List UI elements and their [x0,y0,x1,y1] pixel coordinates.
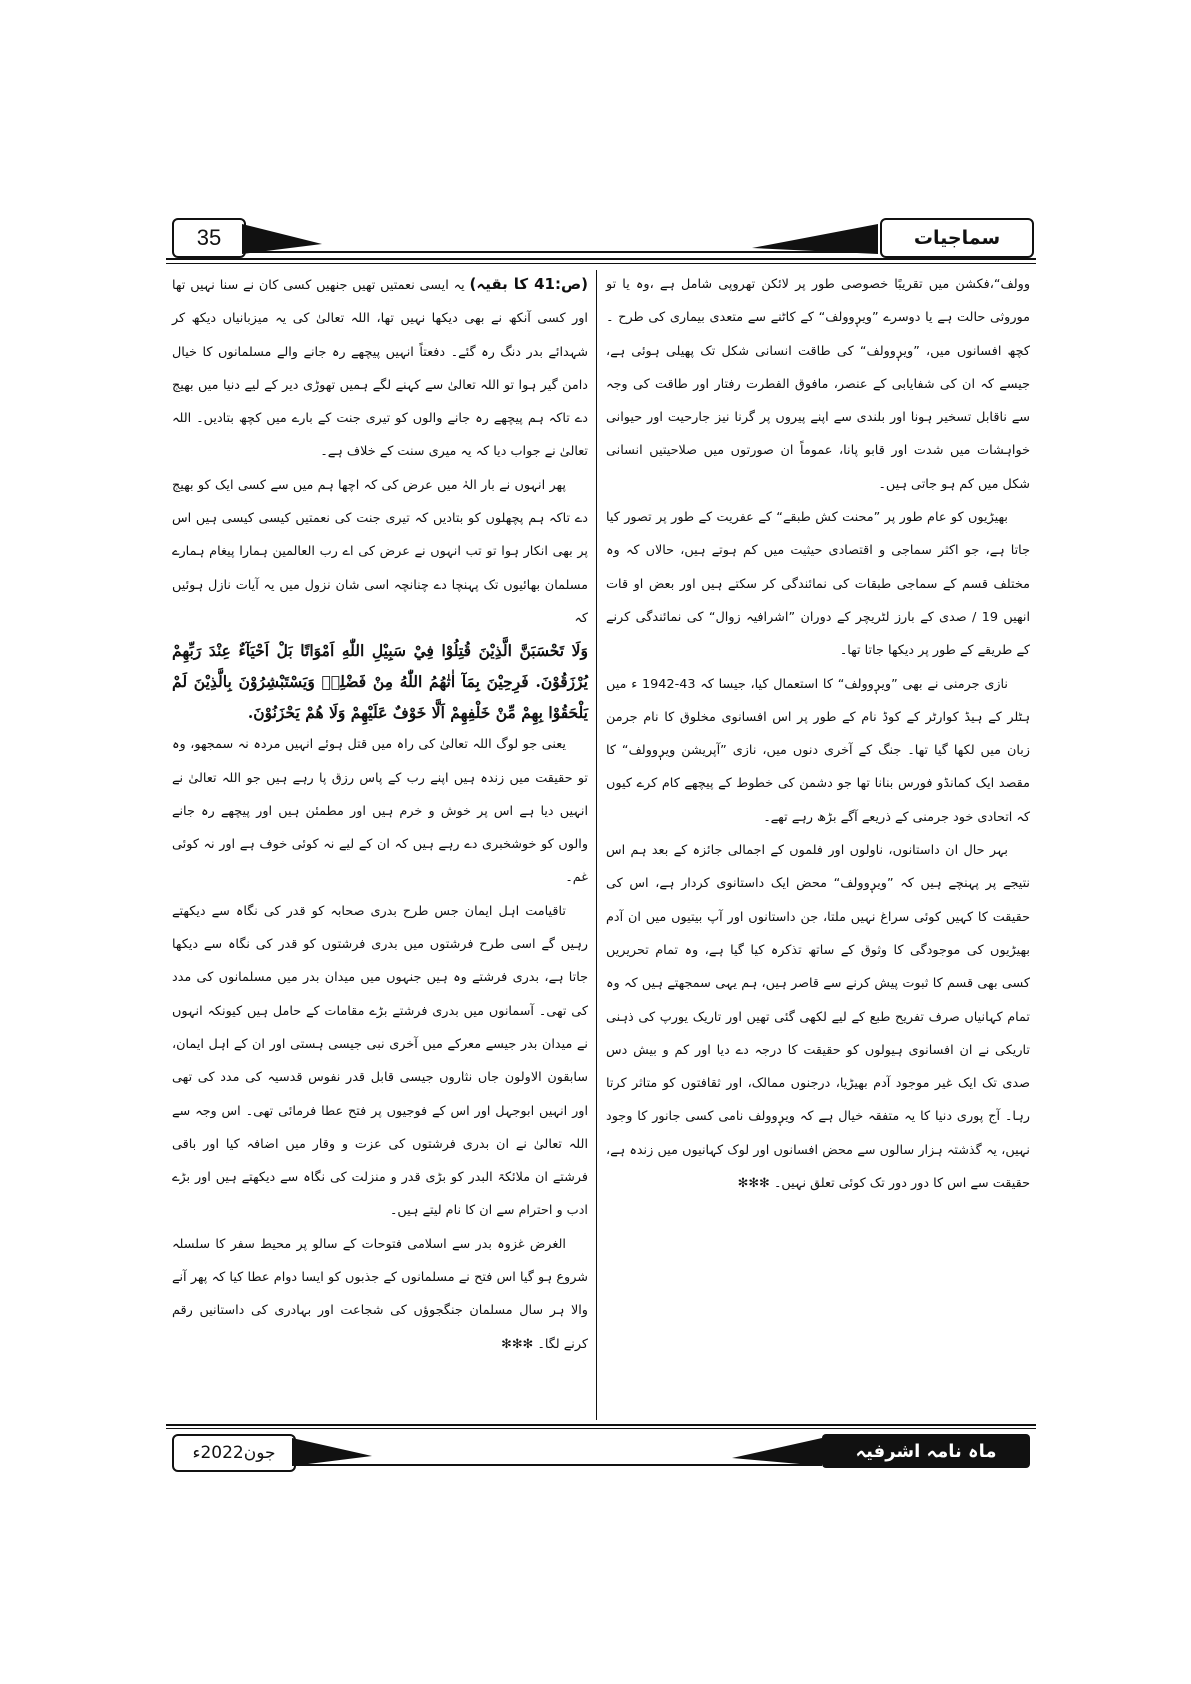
footer-right-wedge [732,1438,822,1466]
section-title: سماجیات [880,218,1034,258]
left-paragraph-1 [172,268,588,469]
footer-left-wedge [292,1438,372,1466]
magazine-name: ماہ نامہ اشرفیہ [822,1434,1030,1468]
column-divider [596,270,597,1420]
quran-verse: وَلَا تَحْسَبَنَّ الَّذِيْنَ قُتِلُوْا فِيْ سَبِيْلِ اللّٰهِ اَمْوَاتًا بَلْ اَحْيَآءٌ عِنْدَ رَبِّهِمْ يُرْزَقُوْنَ. فَرِحِيْنَ بِمَآ اٰتٰهُمُ اللّٰهُ مِنْ فَضْلِهٖ وَيَسْتَبْشِرُوْنَ بِالَّذِيْنَ لَمْ يَلْحَقُوْا بِهِمْ مِّنْ خَلْفِهِمْ اَلَّا خَوْفٌ عَلَيْهِمْ وَلَا هُمْ يَحْزَنُوْنَ. [172,641,588,723]
right-paragraph-4-text: بہر حال ان داستانوں، ناولوں اور فلموں کے اجمالی جائزہ کے بعد ہم اس نتیجے پر پہنچے ہیں کہ ”ویرٖوولف“ محض ایک داستانوی کردار ہے، اس کی حقیقت کا کہیں کوئی سراغ نہیں ملتا، جن داستانوں اور آپ بیتیوں میں ان آدم بھیڑیوں کی موجودگی کا وثوق کے ساتھ تذکرہ کیا گیا ہے، وہ تمام تحریریں کسی بھی قسم کا ثبوت پیش کرنے سے قاصر ہیں، ہم یہی سمجھتے ہیں کہ وہ تمام کہانیاں صرف تفریح طبع کے لیے لکھی گئی تھیں اور تاریک یورپ کی ذہنی تاریکی نے ان افسانوی ہیولوں کو حقیقت کا درجہ دے دیا اور کم و بیش دس صدی تک ایک غیر موجود آدم بھیڑیا، درجنوں ممالک، اور ثقافتوں کو متاثر کرتا رہا۔ آج پوری دنیا کا یہ متفقہ خیال ہے کہ ویرٖوولف نامی کسی جانور کا وجود نہیں، یہ گذشتہ ہزار سالوں سے محض افسانوں اور لوک کہانیوں میں زندہ ہے، حقیقت سے اس کا دور دور تک کوئی تعلق نہیں۔ [606,843,1030,1192]
footer-decoration [292,1436,822,1468]
continuation-ref: (ص:41 کا بقیہ) [469,275,589,293]
header-left-wedge [242,224,322,254]
left-paragraph-4: تاقیامت اہل ایمان جس طرح بدری صحابہ کو قدر کی نگاہ سے دیکھتے رہیں گے اسی طرح فرشتوں میں بدری فرشتوں کو قدر کی نگاہ سے دیکھا جاتا ہے، بدری فرشتے وہ ہیں جنہوں میں میدان بدر میں مسلمانوں کی مدد کی تھی۔ آسمانوں میں بدری فرشتے بڑے مقامات کے حامل ہیں کیونکہ انہوں نے میدان بدر جیسے معرکے میں آخری نبی جیسی ہستی اور ان کے اہل ایمان، سابقون الاولون جاں نثاروں جیسی قابل قدر نفوس قدسیہ کی مدد کی تھی اور انہیں ابوجہل اور اس کے فوجیوں پر فتح عطا فرمائی تھی۔ اس وجہ سے اللہ تعالیٰ نے ان بدری فرشتوں کی عزت و وقار میں اضافہ کیا اور باقی فرشتے ان ملائکۃ البدر کو بڑی قدر و منزلت کی نگاہ سے دیکھتے ہیں اور بڑے ادب و احترام سے ان کا نام لیتے ہیں۔ [172,903,588,1219]
footer-line [292,1464,822,1466]
header-right-wedge [752,224,878,254]
left-paragraph-5 [172,1228,588,1361]
right-end-mark: ✻✻✻ [737,1176,770,1192]
header-rule-bottom [166,263,1036,264]
header-rule-top [166,258,1036,260]
right-column [606,268,1030,1418]
header-line [242,251,878,253]
left-paragraph-3: یعنی جو لوگ اللہ تعالیٰ کی راہ میں قتل ہوئے انہیں مردہ نہ سمجھو، وہ تو حقیقت میں زندہ ہیں اپنے رب کے پاس رزق پا رہے ہیں جو اللہ تعالیٰ نے انہیں دیا ہے اس پر خوش و خرم ہیں اور مطمئن ہیں اور پیچھے رہ جانے والوں کو خوشخبری دے رہے ہیں کہ ان کے لیے نہ کوئی خوف ہے اور نہ کوئی غم۔ [172,737,588,886]
footer-rule-top [166,1424,1036,1426]
left-paragraph-1-text: یہ ایسی نعمتیں تھیں جنھیں کسی کان نے سنا نہیں تھا اور کسی آنکھ نے بھی دیکھا نہیں تھا، اللہ تعالیٰ کی یہ میزبانیاں دیکھ کر شہدائے بدر دنگ رہ گئے۔ دفعتاً انہیں پیچھے رہ جانے والے مسلمانوں کا خیال دامن گیر ہوا تو اللہ تعالیٰ سے کہنے لگے ہمیں تھوڑی دیر کے لیے دنیا میں بھیج دے تاکہ ہم پیچھے رہ جانے والوں کو تیری جنت کے بارے میں کچھ بتادیں۔ اللہ تعالیٰ نے جواب دیا کہ یہ میری سنت کے خلاف ہے۔ [172,278,588,460]
left-column [172,268,588,1418]
right-paragraph-4 [606,834,1030,1200]
left-end-mark: ✻✻✻ [501,1336,534,1352]
left-paragraph-5-text: الغرض غزوہ بدر سے اسلامی فتوحات کے سالو پر محیط سفر کا سلسلہ شروع ہو گیا اس فتح نے مسلمانوں کے جذبوں کو ایسا دوام عطا کیا کہ پھر آنے والا ہر سال مسلمان جنگجوؤں کی شجاعت اور بہادری کی داستانیں رقم کرنے لگا۔ [172,1236,588,1352]
right-paragraph-1: وولف“،فکشن میں تقریبًا خصوصی طور پر لائکن تھروپی شامل ہے ،وہ یا تو موروثی حالت ہے یا دوسرے ”ویرٖوولف“ کے کاٹنے سے متعدی بیماری کی طرح ۔کچھ افسانوں میں، ”ویرٖوولف“ کی طاقت انسانی شکل تک پھیلی ہوئی ہے، جیسے کہ ان کی شفایابی کے عنصر، مافوق الفطرت رفتار اور طاقت کی وجہ سے ناقابل تسخیر ہونا اور بلندی سے اپنے پیروں پر گرنا نیز جارحیت اور حیوانی خواہشات میں شدت اور قابو پانا، عموماً ان صورتوں میں صلاحیتیں انسانی شکل میں کم ہو جاتی ہیں۔ [606,277,1030,492]
right-paragraph-3: نازی جرمنی نے بھی ”ویرٖوولف“ کا استعمال کیا، جیسا کہ 43-1942 ء میں ہٹلر کے ہیڈ کوارٹر کے کوڈ نام کے طور پر اس افسانوی مخلوق کا نام جرمن زبان میں لکھا گیا تھا۔ جنگ کے آخری دنوں میں، نازی ”آپریشن ویرٖوولف“ کا مقصد ایک کمانڈو فورس بنانا تھا جو دشمن کی خطوط کے پیچھے کام کرے کیوں کہ اتحادی خود جرمنی کے ذریعے آگے بڑھ رہے تھے۔ [606,676,1030,825]
footer-rule-bottom [166,1428,1036,1429]
page-number: 35 [172,218,246,258]
right-paragraph-2: بھیڑیوں کو عام طور پر ”محنت کش طبقے“ کے عفریت کے طور پر تصور کیا جاتا ہے، جو اکثر سماجی و اقتصادی حیثیت میں کم ہوتے ہیں، حالاں کہ وہ مختلف قسم کے سماجی طبقات کی نمائندگی کر سکتے ہیں اور بعض او قات انھیں 19 / صدی کے بارز لٹریچر کے دوران ”اشرافیہ زوال“ کی نمائندگی کرنے کے طریقے کے طور پر دیکھا جاتا تھا۔ [606,510,1031,659]
left-paragraph-2: پھر انہوں نے بار الہٰ میں عرض کی کہ اچھا ہم میں سے کسی ایک کو بھیج دے تاکہ ہم پچھلوں کو بتادیں کہ تیری جنت کی نعمتیں کیسی کیسی ہیں اس پر بھی انکار ہوا تو تب انہوں نے عرض کی اے رب العالمین ہمارا پیغام ہمارے مسلمان بھائیوں تک پہنچا دے چنانچہ اسی شان نزول میں یہ آیات نازل ہوئیں کہ [172,477,588,626]
issue-date: جون2022ء [172,1434,296,1472]
header-decoration [242,222,878,256]
